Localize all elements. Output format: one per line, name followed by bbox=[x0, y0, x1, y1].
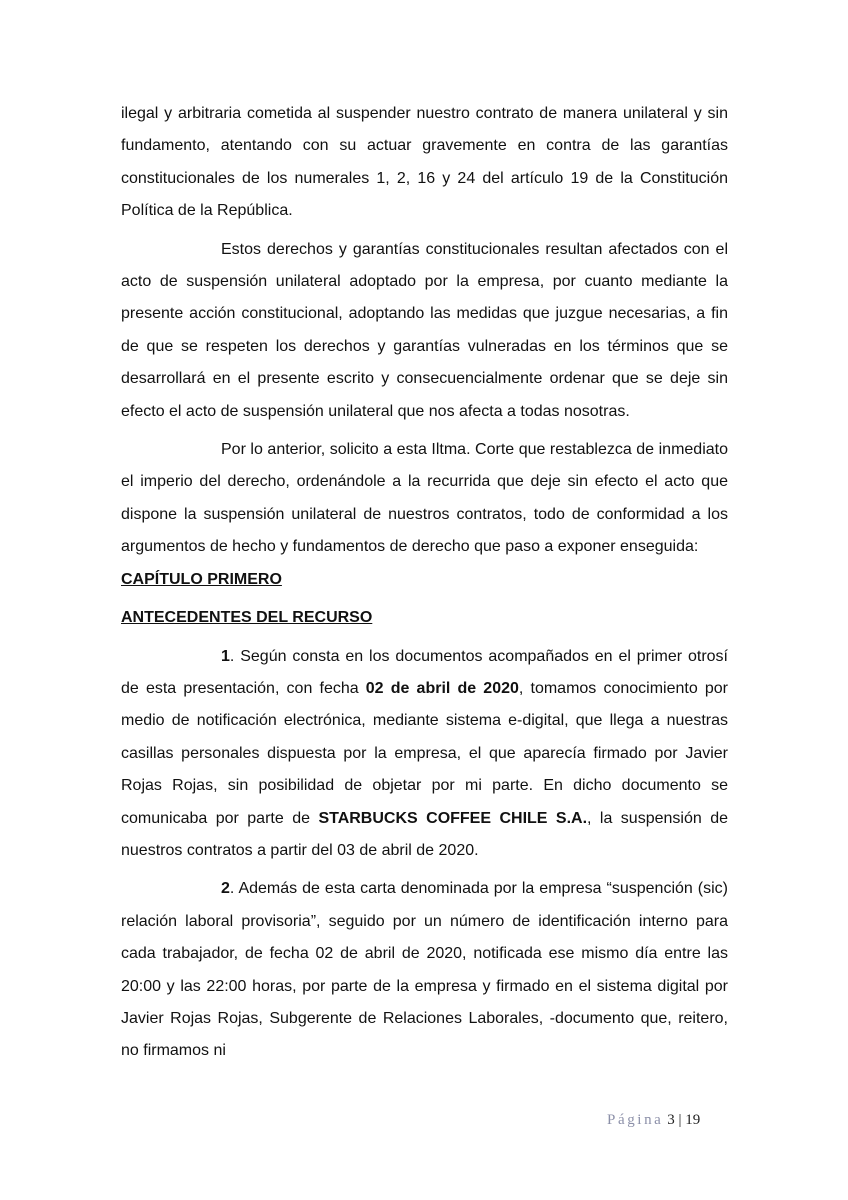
paragraph-affected-guarantees: Estos derechos y garantías constitucionales resultan afectados con el acto de suspensión unilateral adoptado por la empresa, por cuanto mediante la presente acción constitucional, adoptando las medidas que juzgue necesarias, a fin de que se respeten los derechos y garantías vulneradas en los términos que se desarrollará en el presente escrito y consecuencialmente ordenar que se deje sin efecto el acto de suspensión unilateral que nos afecta a todas nosotras. bbox=[121, 240, 728, 420]
page-label: Página bbox=[607, 1112, 664, 1128]
item-text: , tomamos conocimiento por medio de notificación electrónica, mediante sistema e-digital, que llega a nuestras casillas personales dispuesta por la empresa, el que aparecía firmado por Javier Rojas Rojas, sin posibilidad de objetar por mi parte. En dicho documento se comunicaba por parte de bbox=[121, 679, 728, 827]
document-body bbox=[121, 98, 728, 1068]
page-number: 3 | 19 bbox=[667, 1112, 701, 1128]
item-number: 2 bbox=[221, 880, 230, 898]
antecedent-item-2 bbox=[121, 873, 728, 1067]
item-text: , la suspensión de nuestros contratos a partir del 03 de abril de 2020. bbox=[121, 809, 728, 859]
antecedent-item-1 bbox=[121, 641, 728, 868]
paragraph-request-to-court: Por lo anterior, solicito a esta Iltma. Corte que restablezca de inmediato el imperio del derecho, ordenándole a la recurrida que deje sin efecto el acto que dispone la suspensión unilateral de nuestros contratos, todo de conformidad a los argumentos de hecho y fundamentos de derecho que paso a exponer enseguida: bbox=[121, 441, 728, 556]
notification-date: 02 de abril de 2020 bbox=[365, 679, 519, 697]
section-heading: ANTECEDENTES DEL RECURSO bbox=[121, 609, 373, 627]
page-footer bbox=[607, 1112, 700, 1129]
chapter-heading: CAPÍTULO PRIMERO bbox=[121, 570, 282, 588]
company-name: STARBUCKS COFFEE CHILE S.A. bbox=[318, 809, 588, 827]
item-text: . Además de esta carta denominada por la empresa “suspención (sic) relación laboral provisoria”, seguido por un número de identificación interno para cada trabajador, de fecha 02 de abril de 2020, notificada ese mismo día entre las 20:00 y las 22:00 horas, por parte de la empresa y firmado en el sistema digital por Javier Rojas Rojas, Subgerente de Relaciones Laborales, -documento que, reitero, no firmamos ni bbox=[121, 880, 728, 1060]
paragraph-rights-violation: ilegal y arbitraria cometida al suspender nuestro contrato de manera unilateral y sin fundamento, atentando con su actuar gravemente en contra de las garantías constitucionales de los numerales 1, 2, 16 y 24 del artículo 19 de la Constitución Política de la República. bbox=[121, 105, 728, 220]
item-number: 1 bbox=[221, 647, 230, 665]
item-text: . Según consta en los documentos acompañados en el primer otrosí de esta presentación, con fecha bbox=[121, 647, 728, 697]
